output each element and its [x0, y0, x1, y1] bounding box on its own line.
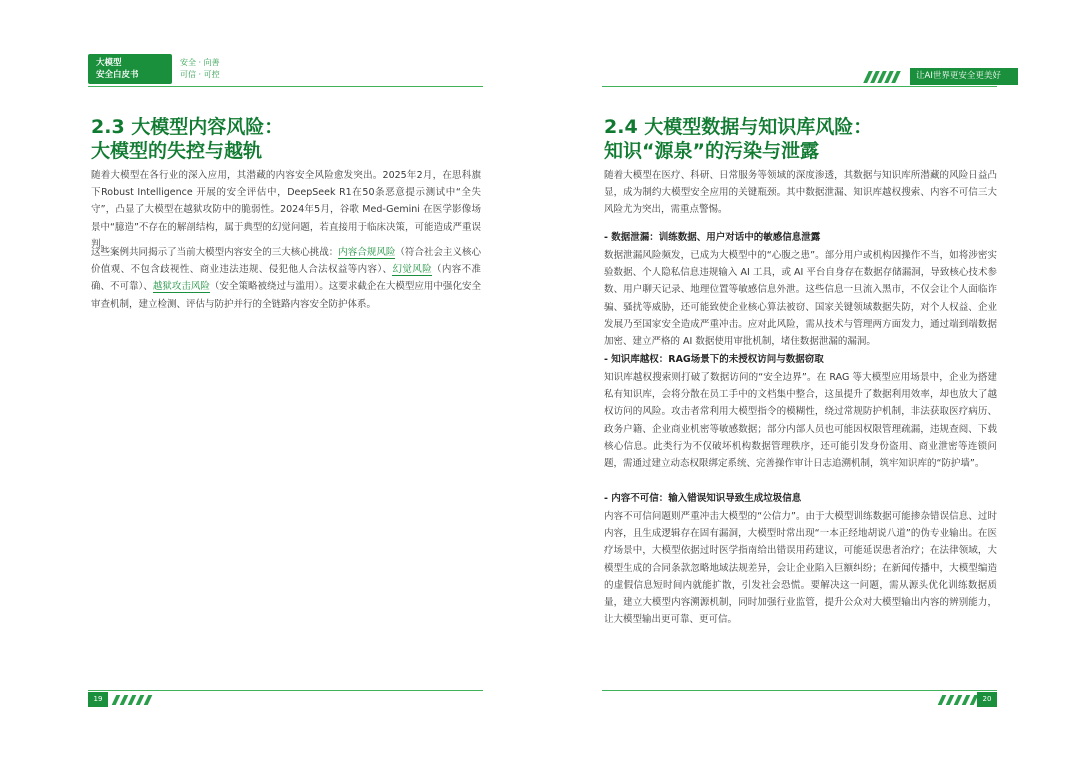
paragraph-data-leak: 数据泄漏风险频发，已成为大模型中的“心腹之患”。部分用户或机构因操作不当，如将涉密实验数据、个人隐私信息违规输入 AI 工具，或 AI 平台自身存在数据存储漏洞，导致核心技术参数、用户聊天记录、地理位置等敏感信息外泄。这些信息一旦流入黑市，不仅会让个人面临诈骗、骚扰等威胁，还可能致使企业核心算法被窃、国家关键领域数据失防，对个人权益、企业发展乃至国家安全造成严重冲击。应对此风险，需从技术与管理两方面发力，通过端到端数据加密、建立严格的 AI 数据使用审批机制，堵住数据泄漏的漏洞。: [604, 250, 997, 348]
section-title-line1: 2.4 大模型数据与知识库风险：: [604, 116, 873, 138]
subheading-untrusted-content: - 内容不可信：输入错误知识导致生成垃圾信息: [604, 493, 802, 504]
footer-divider: [602, 690, 997, 691]
header-slogan: 让AI世界更安全更美好: [910, 68, 1018, 85]
header-divider: [602, 86, 997, 87]
header-tag-line2: 可信 · 可控: [180, 70, 220, 79]
right-page: [540, 0, 1080, 777]
whitepaper-badge: [88, 54, 172, 84]
paragraph-2-text3: （安全策略被绕过与滥用）。这要求截企在大模型应用中强化安全审查机制，建立检测、评估与防护并行的全链路内容安全防护体系。: [91, 281, 481, 310]
section-title-line2: 知识“源泉”的污染与泄露: [604, 140, 819, 162]
header-stripes-decoration: [866, 71, 906, 83]
section-title: [91, 115, 283, 163]
paragraph-1: 随着大模型在各行业的深入应用，其潜藏的内容安全风险愈发突出。2025年2月，在思科旗下Robust Intelligence 开展的安全评估中，DeepSeek R1在50条恶意提示测试中“全失守”，凸显了大模型在越狱攻防中的脆弱性。2024年5月，谷歌 Med-Gemini 在医学影像场景中“臆造”不存在的解剖结构，属于典型的幻觉问题，若直接用于临床决策，可能造成严重误判。: [91, 170, 481, 250]
highlight-hallucination: 幻觉风险: [392, 264, 432, 276]
badge-line1: 大模型: [96, 58, 122, 68]
footer-stripes-decoration: [940, 695, 976, 705]
page-number: 20: [977, 692, 997, 707]
paragraph-2-intro: 这些案例共同揭示了当前大模型内容安全的三大核心挑战：: [91, 247, 339, 258]
paragraph-2-text2: （内容不准确、不可靠）、: [91, 264, 481, 293]
badge-line2: 安全白皮书: [96, 70, 139, 80]
subheading-data-leak: - 数据泄漏：训练数据、用户对话中的敏感信息泄露: [604, 232, 821, 243]
section-title-line2: 大模型的失控与越轨: [91, 140, 263, 162]
footer-divider: [88, 690, 483, 691]
header-tags: [180, 57, 220, 81]
paragraph-2-text1: （符合社会主义核心价值观、不包含歧视性、商业违法违规、侵犯他人合法权益等内容）、: [91, 247, 481, 276]
paragraph-untrusted-content: 内容不可信问题则严重冲击大模型的“公信力”。由于大模型训练数据可能掺杂错误信息、过时内容，且生成逻辑存在固有漏洞，大模型时常出现“一本正经地胡说八道”的伪专业输出。在医疗场景中，大模型依据过时医学指南给出错误用药建议，可能延误患者治疗；在法律领域，大模型生成的合同条款忽略地域法规差异，会让企业陷入巨额纠纷；在新闻传播中，大模型编造的虚假信息短时间内就能扩散，引发社会恐慌。要解决这一问题，需从源头优化训练数据质量，建立大模型内容溯源机制，同时加强行业监管，提升公众对大模型输出内容的辨别能力，让大模型输出更可靠、更可信。: [604, 511, 997, 626]
page-number: 19: [88, 692, 108, 707]
paragraph-kb-overreach: 知识库越权搜索则打破了数据访问的“安全边界”。在 RAG 等大模型应用场景中，企业为搭建私有知识库，会将分散在员工手中的文档集中整合，这虽提升了数据利用效率，却也放大了越权访问的风险。攻击者常利用大模型指令的模糊性，绕过常规防护机制，非法获取医疗病历、政务户籍、企业商业机密等敏感数据；部分内部人员也可能因权限管理疏漏，违规查阅、下载核心信息。此类行为不仅破坏机构数据管理秩序，还可能引发身份盗用、商业泄密等连锁问题，需通过建立动态权限绑定系统、完善操作审计日志追溯机制，筑牢知识库的“防护墙”。: [604, 372, 997, 470]
paragraph-2: [91, 244, 481, 313]
header-divider: [88, 86, 483, 87]
highlight-content-compliance: 内容合规风险: [338, 247, 396, 258]
intro-paragraph: 随着大模型在医疗、科研、日常服务等领域的深度渗透，其数据与知识库所潜藏的风险日益凸显，成为制约大模型安全应用的关键瓶颈。其中数据泄漏、知识库越权搜索、内容不可信三大风险尤为突出，需重点警惕。: [604, 170, 997, 216]
footer-stripes-decoration: [114, 695, 150, 705]
section-title: [604, 115, 872, 163]
header-tag-line1: 安全 · 向善: [180, 58, 220, 67]
highlight-jailbreak: 越狱攻击风险: [152, 281, 210, 293]
section-title-line1: 2.3 大模型内容风险：: [91, 116, 284, 138]
subheading-kb-overreach: - 知识库越权：RAG场景下的未授权访问与数据窃取: [604, 354, 824, 365]
